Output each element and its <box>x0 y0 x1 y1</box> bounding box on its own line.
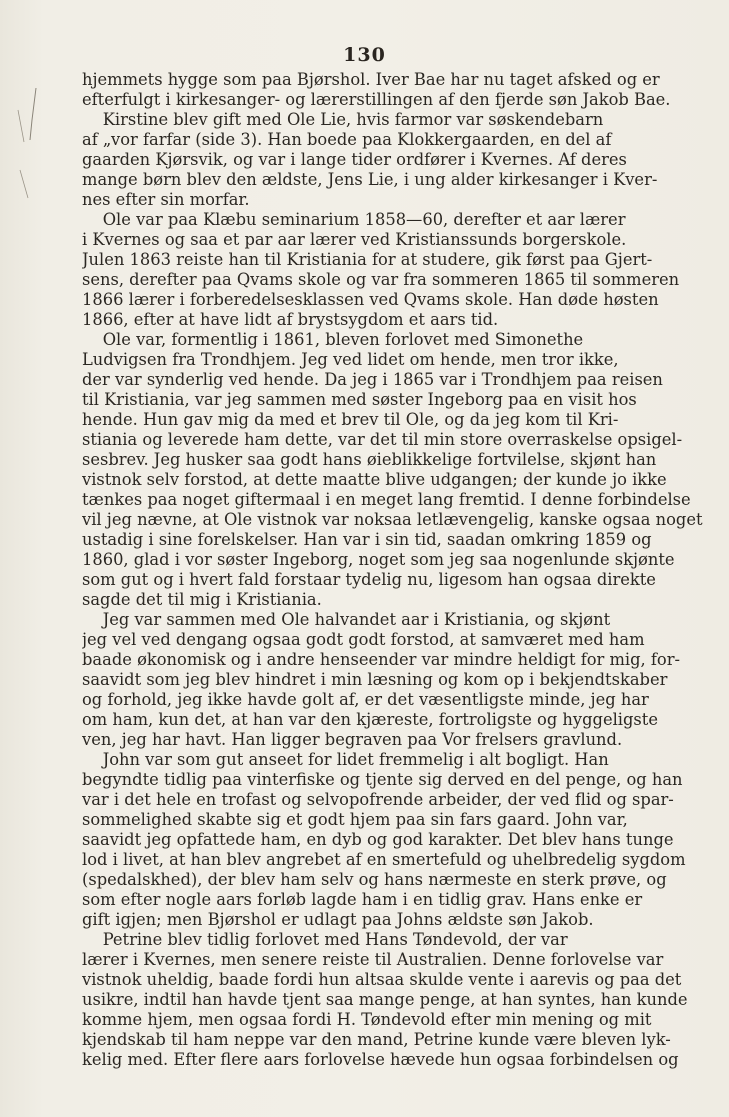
text-line: mange børn blev den ældste, Jens Lie, i ung alder kirkesanger i Kver- <box>82 170 658 189</box>
text-line: som gut og i hvert fald forstaar tydelig nu, ligesom han ogsaa direkte <box>82 570 656 589</box>
text-line: efterfulgt i kirkesanger- og lærerstillingen af den fjerde søn Jakob Bae. <box>82 90 671 109</box>
text-line: Julen 1863 reiste han til Kristiania for at studere, gik først paa Gjert- <box>82 250 653 269</box>
text-line: 1866 lærer i forberedelsesklassen ved Qvams skole. Han døde høsten <box>82 290 659 309</box>
text-line: usikre, indtil han havde tjent saa mange penge, at han syntes, han kunde <box>82 990 688 1009</box>
text-line: John var som gut anseet for lidet fremmelig i alt bogligt. Han <box>82 750 609 769</box>
page-number: 130 <box>343 44 386 66</box>
text-line: tænkes paa noget giftermaal i en meget lang fremtid. I denne forbindelse <box>82 490 691 509</box>
text-line: lærer i Kvernes, men senere reiste til Australien. Denne forlovelse var <box>82 950 664 969</box>
text-line: hende. Hun gav mig da med et brev til Ole, og da jeg kom til Kri- <box>82 410 619 429</box>
text-line: begyndte tidlig paa vinterfiske og tjente sig derved en del penge, og han <box>82 770 683 789</box>
text-line: jeg vel ved dengang ogsaa godt godt forstod, at samværet med ham <box>82 630 645 649</box>
text-line: gift igjen; men Bjørshol er udlagt paa Johns ældste søn Jakob. <box>82 910 594 929</box>
text-line: gaarden Kjørsvik, og var i lange tider ordfører i Kvernes. Af deres <box>82 150 627 169</box>
text-line: (spedalskhed), der blev ham selv og hans nærmeste en sterk prøve, og <box>82 870 667 889</box>
text-line: saavidt som jeg blev hindret i min læsning og kom op i bekjendtskaber <box>82 670 668 689</box>
text-line: af „vor farfar (side 3). Han boede paa Klokkergaarden, en del af <box>82 130 612 149</box>
body-text <box>82 70 710 1070</box>
text-line: 1866, efter at have lidt af brystsygdom et aars tid. <box>82 310 499 329</box>
text-line: stiania og leverede ham dette, var det til min store overraskelse opsigel- <box>82 430 683 449</box>
text-line: ven, jeg har havt. Han ligger begraven paa Vor frelsers gravlund. <box>82 730 623 749</box>
text-line: sesbrev. Jeg husker saa godt hans øieblikkelige fortvilelse, skjønt han <box>82 450 657 469</box>
text-line: hjemmets hygge som paa Bjørshol. Iver Bae har nu taget afsked og er <box>82 70 660 89</box>
text-line: sens, derefter paa Qvams skole og var fra sommeren 1865 til sommeren <box>82 270 680 289</box>
margin-pencil-marks <box>14 80 44 200</box>
text-line: i Kvernes og saa et par aar lærer ved Kristianssunds borgerskole. <box>82 230 627 249</box>
text-line: vistnok selv forstod, at dette maatte blive udgangen; der kunde jo ikke <box>82 470 667 489</box>
text-line: og forhold, jeg ikke havde golt af, er det væsentligste minde, jeg har <box>82 690 649 709</box>
text-line: Ole var paa Klæbu seminarium 1858—60, derefter et aar lærer <box>82 210 626 229</box>
text-line: ustadig i sine forelskelser. Han var i sin tid, saadan omkring 1859 og <box>82 530 652 549</box>
text-line: var i det hele en trofast og selvopofrende arbeider, der ved flid og spar- <box>82 790 674 809</box>
text-line: kjendskab til ham neppe var den mand, Petrine kunde være bleven lyk- <box>82 1030 671 1049</box>
text-line: baade økonomisk og i andre henseender var mindre heldigt for mig, for- <box>82 650 681 669</box>
text-line: sommelighed skabte sig et godt hjem paa sin fars gaard. John var, <box>82 810 628 829</box>
text-line: Jeg var sammen med Ole halvandet aar i Kristiania, og skjønt <box>82 610 611 629</box>
text-line: Ole var, formentlig i 1861, bleven forlovet med Simonethe <box>82 330 584 349</box>
text-line: Ludvigsen fra Trondhjem. Jeg ved lidet om hende, men tror ikke, <box>82 350 619 369</box>
text-line: lod i livet, at han blev angrebet af en smertefuld og uhelbredelig sygdom <box>82 850 686 869</box>
text-line: vil jeg nævne, at Ole vistnok var noksaa letlævengelig, kanske ogsaa noget <box>82 510 703 529</box>
text-line: der var synderlig ved hende. Da jeg i 1865 var i Trondhjem paa reisen <box>82 370 663 389</box>
text-line: sagde det til mig i Kristiania. <box>82 590 322 609</box>
text-line: kelig med. Efter flere aars forlovelse hævede hun ogsaa forbindelsen og <box>82 1050 679 1069</box>
text-line: komme hjem, men ogsaa fordi H. Tøndevold efter min mening og mit <box>82 1010 652 1029</box>
text-line: Petrine blev tidlig forlovet med Hans Tøndevold, der var <box>82 930 568 949</box>
text-line: til Kristiania, var jeg sammen med søster Ingeborg paa en visit hos <box>82 390 637 409</box>
text-line: 1860, glad i vor søster Ingeborg, noget som jeg saa nogenlunde skjønte <box>82 550 675 569</box>
text-line: Kirstine blev gift med Ole Lie, hvis farmor var søskendebarn <box>82 110 604 129</box>
text-line: som efter nogle aars forløb lagde ham i en tidlig grav. Hans enke er <box>82 890 643 909</box>
text-line: nes efter sin morfar. <box>82 190 250 209</box>
text-line: vistnok uheldig, baade fordi hun altsaa skulde vente i aarevis og paa det <box>82 970 682 989</box>
text-line: saavidt jeg opfattede ham, en dyb og god karakter. Det blev hans tunge <box>82 830 674 849</box>
text-line: om ham, kun det, at han var den kjæreste, fortroligste og hyggeligste <box>82 710 658 729</box>
